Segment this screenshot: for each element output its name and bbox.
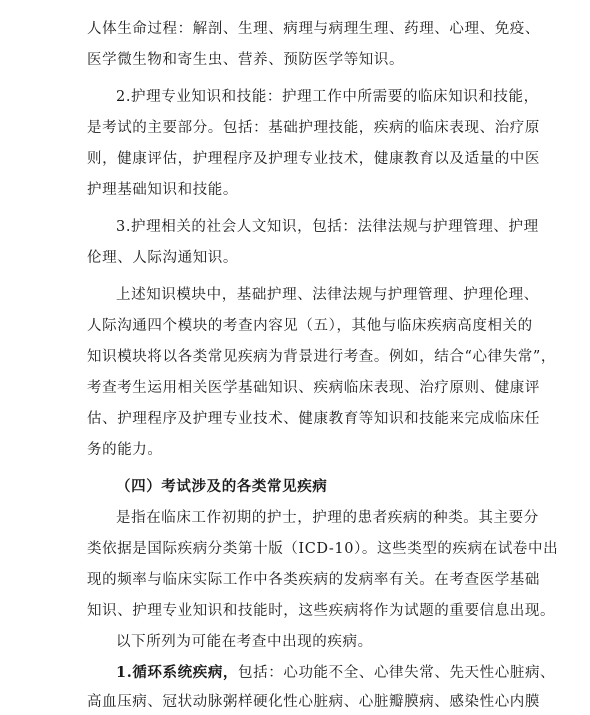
text-line: 考查考生运用相关医学基础知识、疾病临床表现、治疗原则、健康评 bbox=[87, 380, 540, 396]
text-line: 医学微生物和寄生虫、营养、预防医学等知识。 bbox=[87, 52, 405, 68]
paragraph-start: 是指在临床工作初期的护士，护理的患者疾病的种类。其主要分 bbox=[116, 510, 539, 526]
text-line: 现的频率与临床实际工作中各类疾病的发病率有关。在考查医学基础 bbox=[87, 572, 540, 588]
list-item-text: 2.护理专业知识和技能：护理工作中所需要的临床知识和技能， bbox=[116, 89, 539, 105]
text-line: 以下所列为可能在考查中出现的疾病。 bbox=[116, 634, 373, 650]
list-item-text: 3.护理相关的社会人文知识，包括：法律法规与护理管理、护理 bbox=[116, 219, 539, 235]
text-line: 务的能力。 bbox=[87, 442, 163, 458]
disease-list-item bbox=[116, 663, 556, 683]
text-line: 则，健康评估，护理程序及护理专业技术，健康教育以及适量的中医 bbox=[87, 151, 540, 167]
paragraph-start: 上述知识模块中，基础护理、法律法规与护理管理、护理伦理、 bbox=[116, 287, 539, 303]
section-heading: （四）考试涉及的各类常见疾病 bbox=[116, 478, 328, 495]
text-line: 估、护理程序及护理专业技术、健康教育等知识和技能来完成临床任 bbox=[87, 411, 540, 427]
text-line: 人际沟通四个模块的考查内容见（五），其他与临床疾病高度相关的 bbox=[87, 318, 533, 334]
text-line: 是考试的主要部分。包括：基础护理技能，疾病的临床表现、治疗原 bbox=[87, 120, 540, 136]
text-line: 人体生命过程：解剖、生理、病理与病理生理、药理、心理、免疫、 bbox=[87, 21, 540, 37]
text-line: 类依据是国际疾病分类第十版（ICD-10）。这些类型的疾病在试卷中出 bbox=[87, 541, 559, 557]
text-line: 知识、护理专业知识和技能时，这些疾病将作为试题的重要信息出现。 bbox=[87, 603, 556, 619]
disease-list-text: 包括：心功能不全、心律失常、先天性心脏病、 bbox=[238, 665, 556, 681]
text-line: 伦理、人际沟通知识。 bbox=[87, 250, 238, 266]
text-line: 知识模块将以各类常见疾病为背景进行考查。例如，结合“心律失常”， bbox=[87, 349, 557, 365]
disease-category-label: 1.循环系统疾病， bbox=[116, 664, 239, 681]
text-line: 护理基础知识和技能。 bbox=[87, 182, 238, 198]
text-line: 高血压病、冠状动脉粥样硬化性心脏病、心脏瓣膜病、感染性心内膜 bbox=[87, 694, 540, 710]
